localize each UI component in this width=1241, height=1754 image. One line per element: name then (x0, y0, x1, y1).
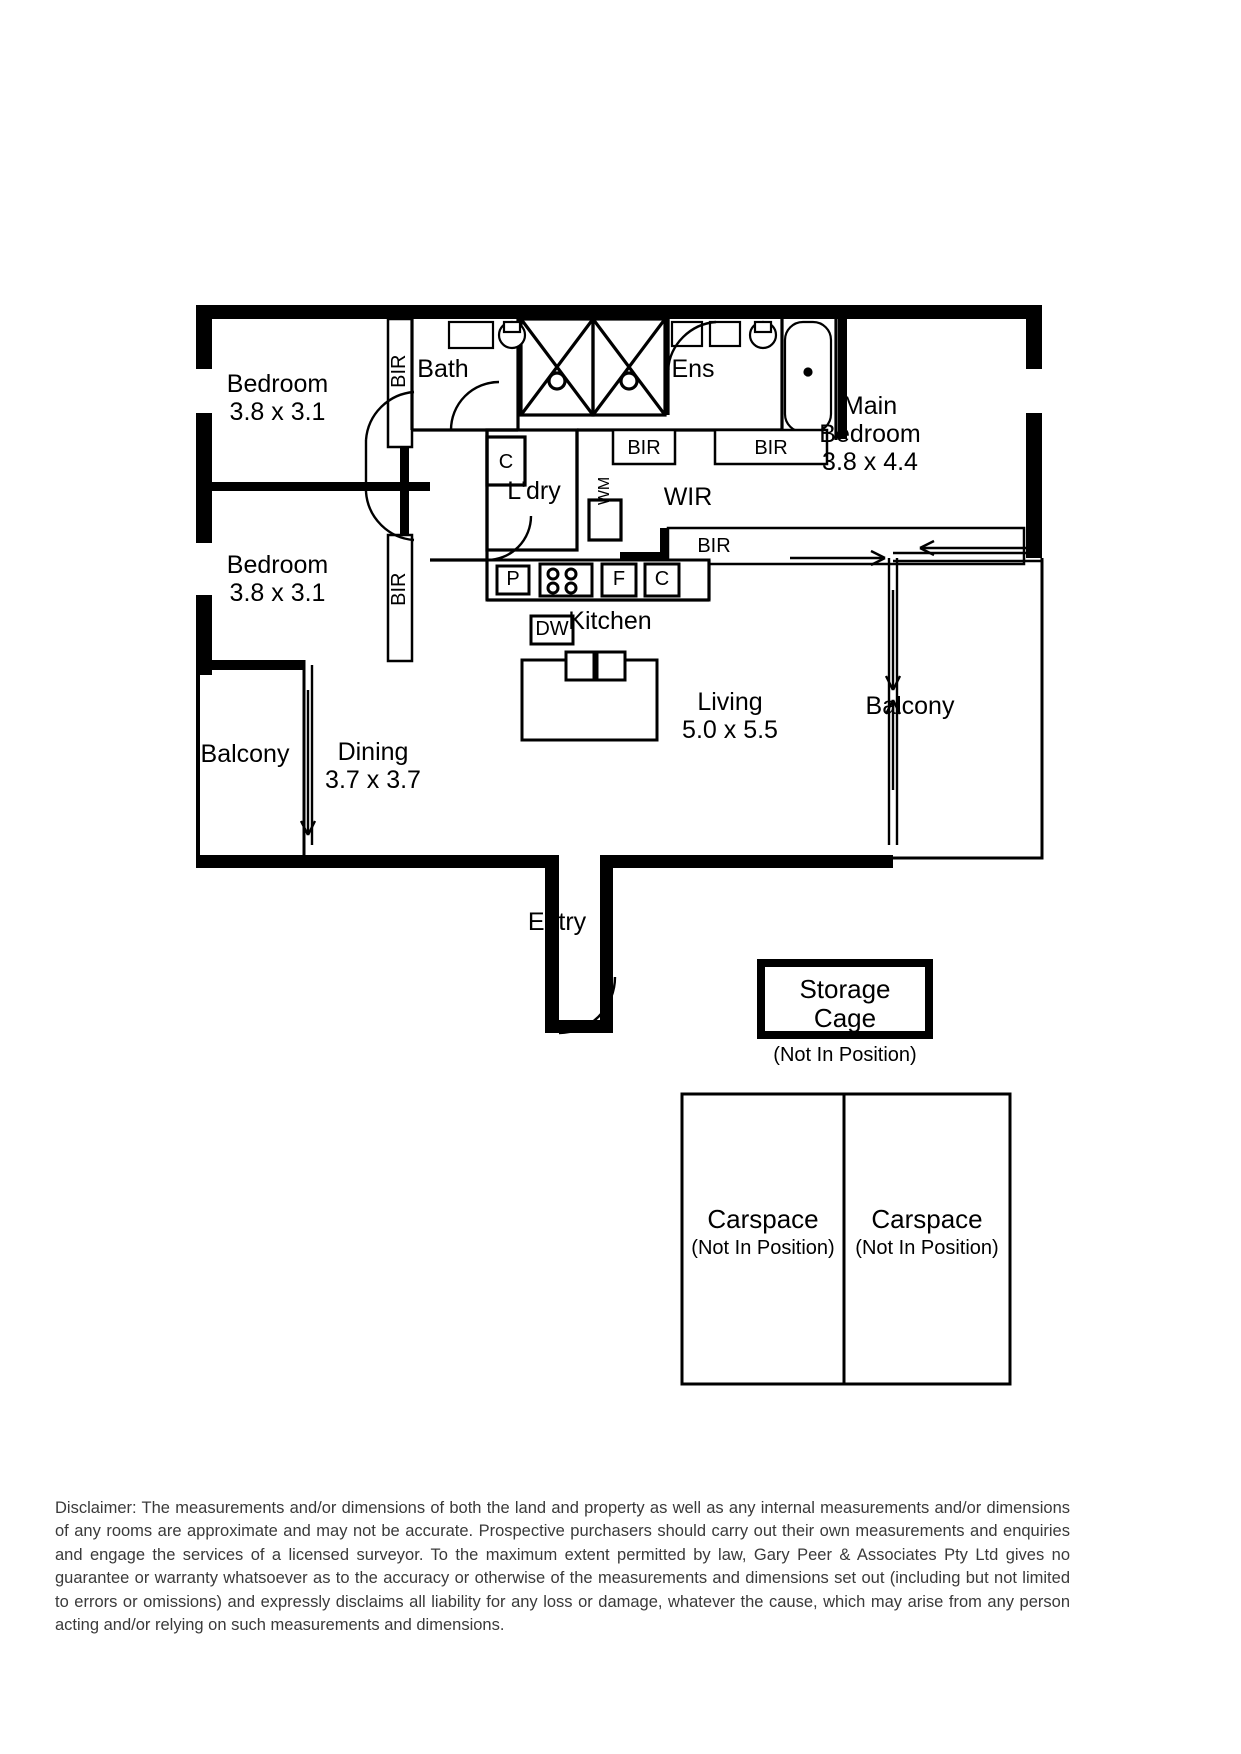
fridge-label: F (612, 568, 626, 590)
room-label-main-bedroom (780, 392, 960, 476)
washing-machine-label: WM (596, 476, 614, 506)
room-label-bedroom-2 (185, 370, 370, 426)
room-label-balcony-right (830, 692, 990, 720)
room-name: Bedroom (226, 551, 329, 579)
room-name-line2: Bedroom (819, 420, 921, 448)
room-dimension: 3.8 x 3.1 (229, 398, 326, 426)
bir-label-bedroom2: BIR (387, 354, 410, 388)
storage-cage-line1: Storage (799, 974, 891, 1004)
room-name: Balcony (200, 740, 290, 768)
room-name-line1: Main (842, 392, 898, 420)
room-label-balcony-left (165, 740, 325, 768)
room-name: L'dry (507, 477, 561, 505)
disclaimer-text: Disclaimer: The measurements and/or dimensions of both the land and property as well as any internal measurements and/or dimensions of any rooms are approximate and may not be accurate. Prospective purchasers should carry out their own measurements and enquiries and engage the services of a licensed surveyor. To the maximum extent permitted by law, Gary Peer & Associates Pty Ltd gives no guarantee or warranty whatsoever as to the accuracy or otherwise of the measurements and dimensions set out (including but not limited to errors or omissions) and expressly disclaims all liability for any loss or damage, whatever the cause, which may arise from any person acting and/or relying on such measurements and dimensions. (55, 1499, 1070, 1635)
room-dimension: 3.8 x 4.4 (822, 448, 918, 476)
room-label-laundry (479, 477, 589, 505)
room-dimension: 3.8 x 3.1 (229, 579, 326, 607)
cupboard-label-kitchen: C (654, 568, 670, 590)
storage-cage-label (761, 975, 929, 1033)
room-dimension: 3.7 x 3.7 (325, 766, 421, 794)
cupboard-label-laundry: C (498, 451, 514, 473)
bir-label-wir: BIR (697, 535, 731, 557)
room-name: Kitchen (568, 607, 652, 635)
dishwasher-label: DW (535, 618, 569, 640)
room-name: Balcony (865, 692, 955, 720)
carspace-2-position-note: (Not In Position) (855, 1237, 999, 1259)
room-name: Entry (527, 908, 587, 936)
bir-label-main-bedroom: BIR (754, 437, 788, 459)
room-name: Bath (417, 355, 469, 383)
room-label-ensuite (648, 355, 738, 383)
carspace-1-label: Carspace (707, 1204, 819, 1234)
bathroom-fixtures (449, 322, 525, 348)
room-label-living (640, 688, 820, 744)
room-name: Ens (671, 355, 715, 383)
room-label-bedroom-3 (185, 551, 370, 607)
room-dimension: 5.0 x 5.5 (682, 716, 778, 744)
bir-label-bedroom3: BIR (387, 572, 410, 606)
room-label-bath (398, 355, 488, 383)
bir-label-hall: BIR (627, 437, 661, 459)
carspace-2-label: Carspace (871, 1204, 983, 1234)
storage-cage-line2: Cage (813, 1003, 877, 1034)
room-label-entry (497, 908, 617, 936)
room-label-wir (638, 483, 738, 511)
pantry-label: P (506, 568, 520, 590)
carspace-1-position-note: (Not In Position) (691, 1237, 835, 1259)
room-name: Dining (337, 738, 409, 766)
storage-cage-position-note: (Not In Position) (773, 1044, 917, 1066)
room-name: Living (697, 688, 763, 716)
room-name: WIR (663, 483, 713, 511)
room-name: Bedroom (226, 370, 329, 398)
